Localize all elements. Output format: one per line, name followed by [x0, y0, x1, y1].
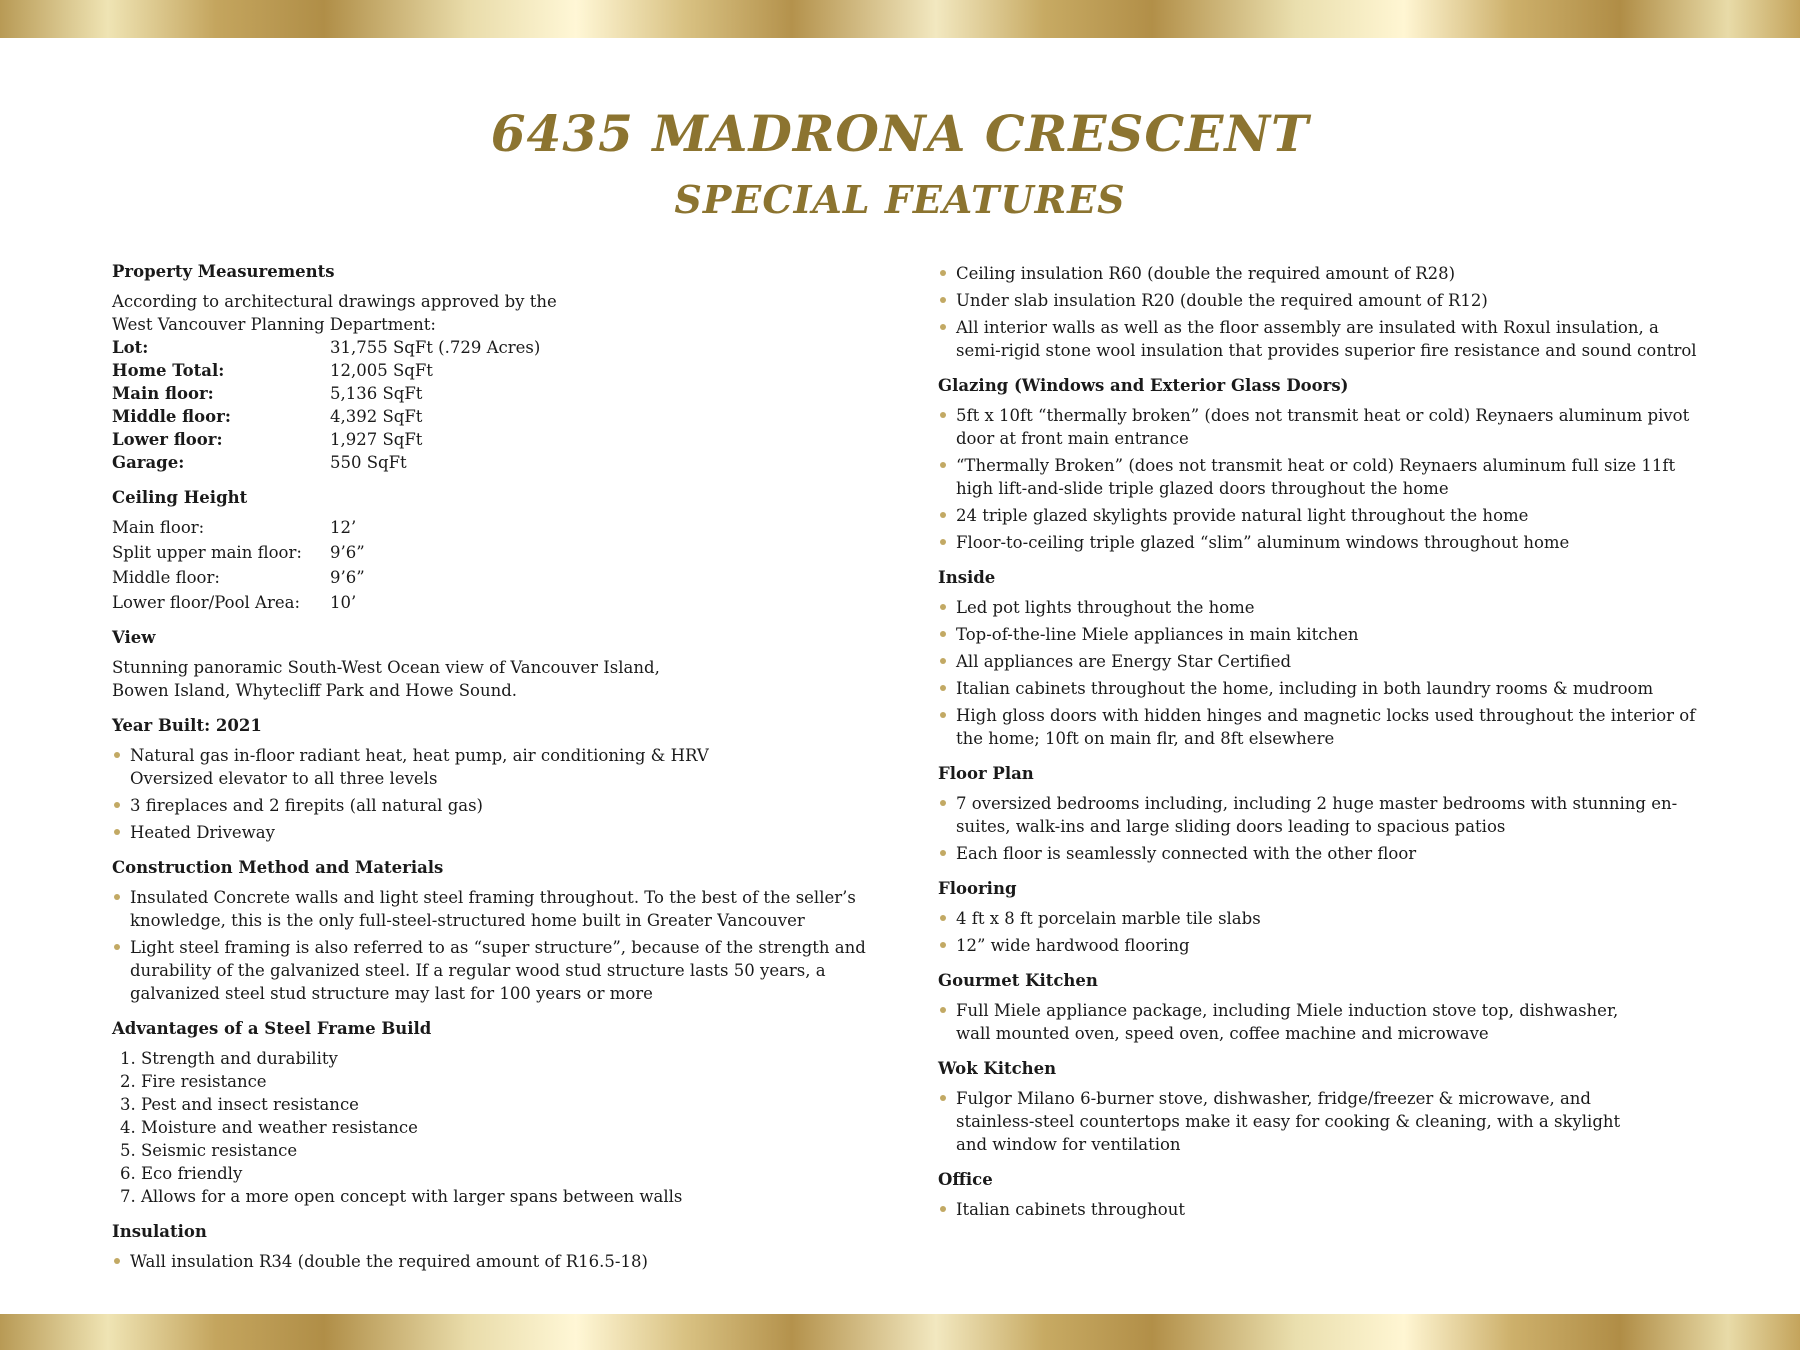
numbered-item: 7. Allows for a more open concept with larger spans between walls — [120, 1187, 683, 1206]
inside-section — [938, 566, 1698, 750]
numbered-item: 6. Eco friendly — [120, 1164, 243, 1183]
row-label: Main floor: — [112, 384, 214, 403]
list-item: 3 fireplaces and 2 firepits (all natural gas) — [112, 794, 872, 817]
list-item: Italian cabinets throughout — [938, 1198, 1698, 1221]
list-item: Insulated Concrete walls and light steel framing throughout. To the best of the seller’s knowledge, this is the only full-steel-structured home built in Greater Vancouver — [112, 886, 872, 932]
section-heading: Office — [938, 1170, 993, 1189]
list-item: Natural gas in-floor radiant heat, heat pump, air conditioning & HRV Oversized elevator to all three levels — [112, 744, 730, 790]
list-item: Floor-to-ceiling triple glazed “slim” aluminum windows throughout home — [938, 531, 1698, 554]
list-item: Each floor is seamlessly connected with the other floor — [938, 842, 1698, 865]
list-item: Italian cabinets throughout the home, including in both laundry rooms & mudroom — [938, 677, 1698, 700]
section-heading: Inside — [938, 568, 996, 587]
section-heading: Flooring — [938, 879, 1017, 898]
measurement-row — [112, 359, 872, 382]
row-label: Lower floor: — [112, 430, 223, 449]
measurement-row — [112, 336, 872, 359]
office-section — [938, 1168, 1698, 1221]
numbered-item: 1. Strength and durability — [120, 1049, 338, 1068]
construction-section — [112, 856, 872, 1005]
numbered-item: 2. Fire resistance — [120, 1072, 267, 1091]
list-item: Under slab insulation R20 (double the required amount of R12) — [938, 289, 1698, 312]
view-text: Stunning panoramic South-West Ocean view of Vancouver Island, Bowen Island, Whytecliff Park and Howe Sound. — [112, 658, 660, 700]
section-heading: Glazing (Windows and Exterior Glass Doors) — [938, 376, 1349, 395]
wok-kitchen-section — [938, 1057, 1698, 1156]
gourmet-kitchen-section — [938, 969, 1698, 1045]
measurement-row — [112, 382, 872, 405]
list-item: Ceiling insulation R60 (double the required amount of R28) — [938, 262, 1698, 285]
list-item: All interior walls as well as the floor assembly are insulated with Roxul insulation, a semi-rigid stone wool insulation that provides superior fire resistance and sound control — [938, 316, 1698, 362]
flooring-section — [938, 877, 1698, 957]
title-block — [0, 100, 1800, 228]
row-value: 5,136 SqFt — [330, 384, 423, 403]
row-value: 550 SqFt — [330, 453, 407, 472]
row-label: Middle floor: — [112, 407, 231, 426]
list-item: 12” wide hardwood flooring — [938, 934, 1698, 957]
row-value: 9’6” — [330, 568, 365, 587]
section-heading: Gourmet Kitchen — [938, 971, 1098, 990]
list-item: Full Miele appliance package, including Miele induction stove top, dishwasher, wall mounted oven, speed oven, coffee machine and microwave — [938, 999, 1636, 1045]
row-value: 4,392 SqFt — [330, 407, 423, 426]
row-value: 1,927 SqFt — [330, 430, 423, 449]
list-item: All appliances are Energy Star Certified — [938, 650, 1698, 673]
section-heading: Floor Plan — [938, 764, 1034, 783]
row-label: Middle floor: — [112, 568, 220, 587]
ceiling-row — [112, 591, 872, 614]
row-label: Split upper main floor: — [112, 543, 302, 562]
list-item: Light steel framing is also referred to as “super structure”, because of the strength and durability of the galvanized steel. If a regular wood stud structure lasts 50 years, a galvanized steel stud structure may last for 100 years or more — [112, 936, 872, 1005]
ceiling-height-section — [112, 486, 872, 614]
bottom-gold-band — [0, 1314, 1800, 1350]
section-heading: Construction Method and Materials — [112, 858, 444, 877]
view-section — [112, 626, 872, 702]
page-subtitle: SPECIAL FEATURES — [674, 177, 1126, 222]
ceiling-row — [112, 516, 872, 539]
section-heading: Insulation — [112, 1222, 207, 1241]
section-heading: Property Measurements — [112, 262, 335, 281]
section-heading: Ceiling Height — [112, 488, 248, 507]
page-title: 6435 MADRONA CRESCENT — [490, 104, 1310, 163]
row-value: 31,755 SqFt (.729 Acres) — [330, 338, 541, 357]
section-heading: Advantages of a Steel Frame Build — [112, 1019, 432, 1038]
section-heading: Year Built: 2021 — [112, 716, 262, 735]
section-heading: Wok Kitchen — [938, 1059, 1057, 1078]
advantages-section — [112, 1017, 872, 1208]
row-label: Lower floor/Pool Area: — [112, 593, 301, 612]
right-column — [938, 262, 1698, 1233]
row-label: Home Total: — [112, 361, 225, 380]
list-item: “Thermally Broken” (does not transmit heat or cold) Reynaers aluminum full size 11ft high lift-and-slide triple glazed doors throughout the home — [938, 454, 1698, 500]
row-label: Main floor: — [112, 518, 205, 537]
list-item: High gloss doors with hidden hinges and magnetic locks used throughout the interior of the home; 10ft on main flr, and 8ft elsewhere — [938, 704, 1698, 750]
ceiling-row — [112, 566, 872, 589]
list-item: 5ft x 10ft “thermally broken” (does not transmit heat or cold) Reynaers aluminum pivot door at front main entrance — [938, 404, 1698, 450]
row-value: 10’ — [330, 593, 357, 612]
top-gold-band — [0, 0, 1800, 38]
list-item: 24 triple glazed skylights provide natural light throughout the home — [938, 504, 1698, 527]
row-value: 9’6” — [330, 543, 365, 562]
list-item: Wall insulation R34 (double the required amount of R16.5-18) — [112, 1250, 872, 1273]
row-value: 12,005 SqFt — [330, 361, 433, 380]
measurement-row — [112, 405, 872, 428]
year-built-section — [112, 714, 872, 844]
list-item: Top-of-the-line Miele appliances in main kitchen — [938, 623, 1698, 646]
row-label: Garage: — [112, 453, 185, 472]
insulation-section — [112, 1220, 872, 1273]
list-item: Led pot lights throughout the home — [938, 596, 1698, 619]
measurement-row — [112, 428, 872, 451]
measurement-row — [112, 451, 872, 474]
left-column — [112, 260, 872, 1285]
row-label: Lot: — [112, 338, 149, 357]
insulation-continued — [938, 262, 1698, 362]
glazing-section — [938, 374, 1698, 554]
property-measurements-section — [112, 260, 872, 474]
numbered-item: 5. Seismic resistance — [120, 1141, 298, 1160]
ceiling-row — [112, 541, 872, 564]
list-item: 4 ft x 8 ft porcelain marble tile slabs — [938, 907, 1698, 930]
property-intro: According to architectural drawings approved by the West Vancouver Planning Department: — [112, 292, 557, 334]
list-item: Fulgor Milano 6-burner stove, dishwasher, fridge/freezer & microwave, and stainless-steel countertops make it easy for cooking & cleaning, with a skylight and window for ventilation — [938, 1087, 1636, 1156]
list-item: 7 oversized bedrooms including, including 2 huge master bedrooms with stunning en-suites, walk-ins and large sliding doors leading to spacious patios — [938, 792, 1698, 838]
section-heading: View — [112, 628, 156, 647]
numbered-item: 4. Moisture and weather resistance — [120, 1118, 418, 1137]
floor-plan-section — [938, 762, 1698, 865]
row-value: 12’ — [330, 518, 357, 537]
numbered-item: 3. Pest and insect resistance — [120, 1095, 359, 1114]
list-item: Heated Driveway — [112, 821, 872, 844]
